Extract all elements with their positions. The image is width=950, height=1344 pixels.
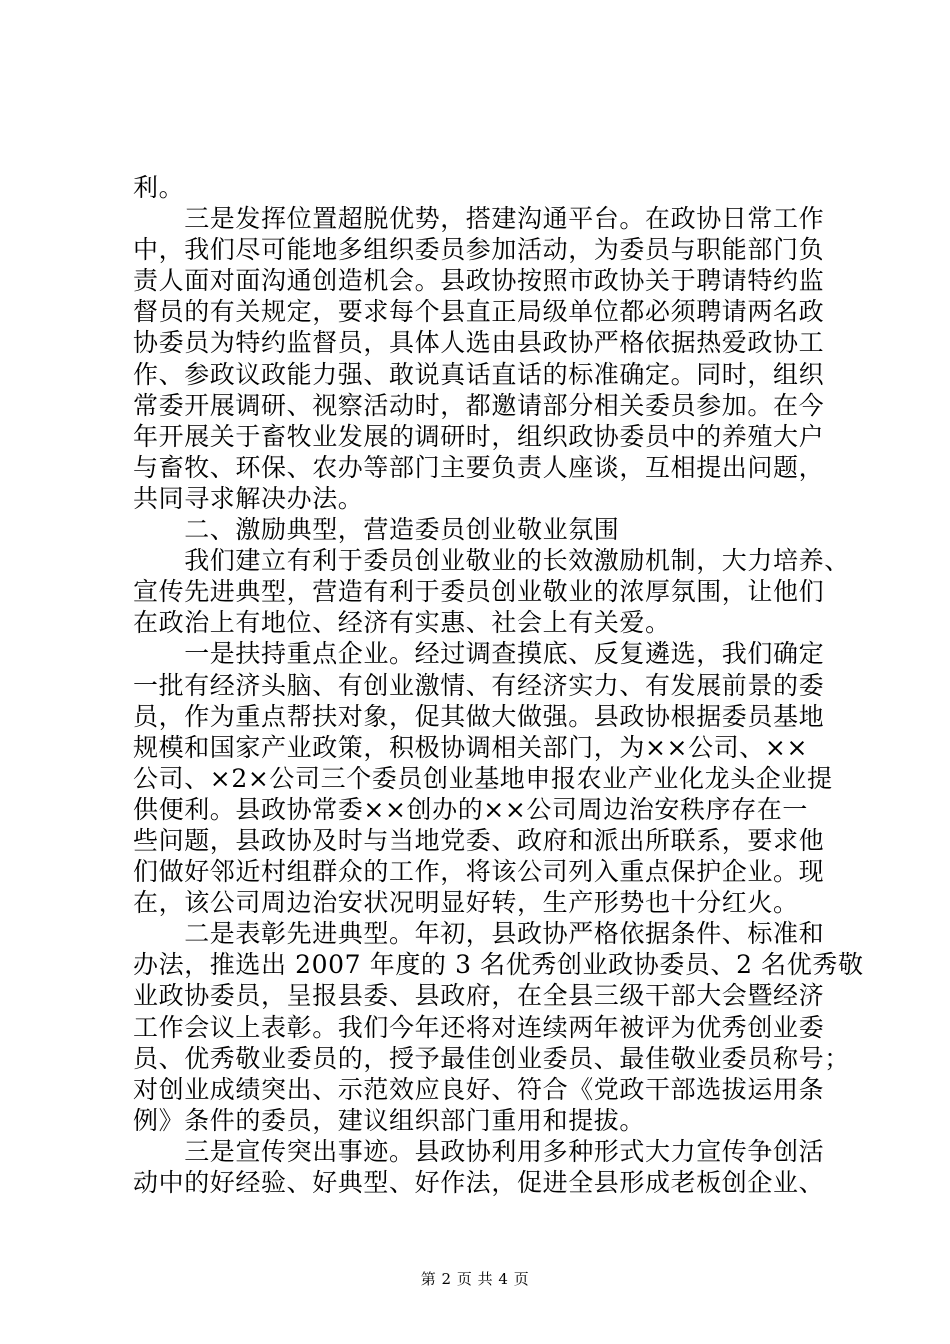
text-line: 些问题，县政协及时与当地党委、政府和派出所联系，要求他 <box>133 825 825 855</box>
page-number: 第 2 页 共 4 页 <box>420 1270 530 1288</box>
text-line: 二是表彰先进典型。年初，县政协严格依据条件、标准和 <box>133 919 825 949</box>
text-line: 一批有经济头脑、有创业激情、有经济实力、有发展前景的委 <box>133 670 825 700</box>
text-line: 在，该公司周边治安状况明显好转，生产形势也十分红火。 <box>133 888 799 918</box>
section-heading: 二、激励典型，营造委员创业敬业氛围 <box>133 515 620 545</box>
text-line: 公司、×2×公司三个委员创业基地申报农业产业化龙头企业提 <box>133 763 833 793</box>
text-line: 例》条件的委员，建议组织部门重用和提拔。 <box>133 1105 646 1135</box>
text-line: 规模和国家产业政策，积极协调相关部门，为××公司、×× <box>133 732 808 762</box>
text-line: 员，作为重点帮扶对象，促其做大做强。县政协根据委员基地 <box>133 701 825 731</box>
text-line: 三是发挥位置超脱优势，搭建沟通平台。在政协日常工作 <box>133 204 825 234</box>
text-line: 责人面对面沟通创造机会。县政协按照市政协关于聘请特约监 <box>133 266 825 296</box>
text-line: 与畜牧、环保、农办等部门主要负责人座谈，互相提出问题， <box>133 452 825 482</box>
text-line: 利。 <box>133 173 185 202</box>
text-line: 业政协委员，呈报县委、县政府，在全县三级干部大会暨经济 <box>133 981 825 1011</box>
page-footer <box>0 1268 950 1289</box>
text-line: 办法，推选出 2007 年度的 3 名优秀创业政协委员、2 名优秀敬 <box>133 950 864 980</box>
text-line: 们做好邻近村组群众的工作，将该公司列入重点保护企业。现 <box>133 857 825 887</box>
text-line: 常委开展调研、视察活动时，都邀请部分相关委员参加。在今 <box>133 390 825 420</box>
text-line: 对创业成绩突出、示范效应良好、符合《党政干部选拔运用条 <box>133 1074 825 1104</box>
text-line: 一是扶持重点企业。经过调查摸底、反复遴选，我们确定 <box>133 639 825 669</box>
text-line: 员、优秀敬业委员的，授予最佳创业委员、最佳敬业委员称号； <box>133 1043 850 1073</box>
text-line: 中，我们尽可能地多组织委员参加活动，为委员与职能部门负 <box>133 235 825 265</box>
text-line: 协委员为特约监督员，具体人选由县政协严格依据热爱政协工 <box>133 328 825 358</box>
text-line: 在政治上有地位、经济有实惠、社会上有关爱。 <box>133 608 671 638</box>
text-line: 年开展关于畜牧业发展的调研时，组织政协委员中的养殖大户 <box>133 421 825 451</box>
text-line: 三是宣传突出事迹。县政协利用多种形式大力宣传争创活 <box>133 1136 825 1166</box>
text-line: 动中的好经验、好典型、好作法，促进全县形成老板创企业、 <box>133 1168 825 1197</box>
body-text <box>133 172 864 1198</box>
text-line: 宣传先进典型，营造有利于委员创业敬业的浓厚氛围，让他们 <box>133 577 825 607</box>
text-line: 我们建立有利于委员创业敬业的长效激励机制，大力培养、 <box>133 546 850 576</box>
text-line: 工作会议上表彰。我们今年还将对连续两年被评为优秀创业委 <box>133 1012 825 1042</box>
text-line: 共同寻求解决办法。 <box>133 483 364 513</box>
text-line: 供便利。县政协常委××创办的××公司周边治安秩序存在一 <box>133 794 808 824</box>
text-line: 作、参政议政能力强、敢说真话直话的标准确定。同时，组织 <box>133 359 825 389</box>
text-line: 督员的有关规定，要求每个县直正局级单位都必须聘请两名政 <box>133 297 825 327</box>
